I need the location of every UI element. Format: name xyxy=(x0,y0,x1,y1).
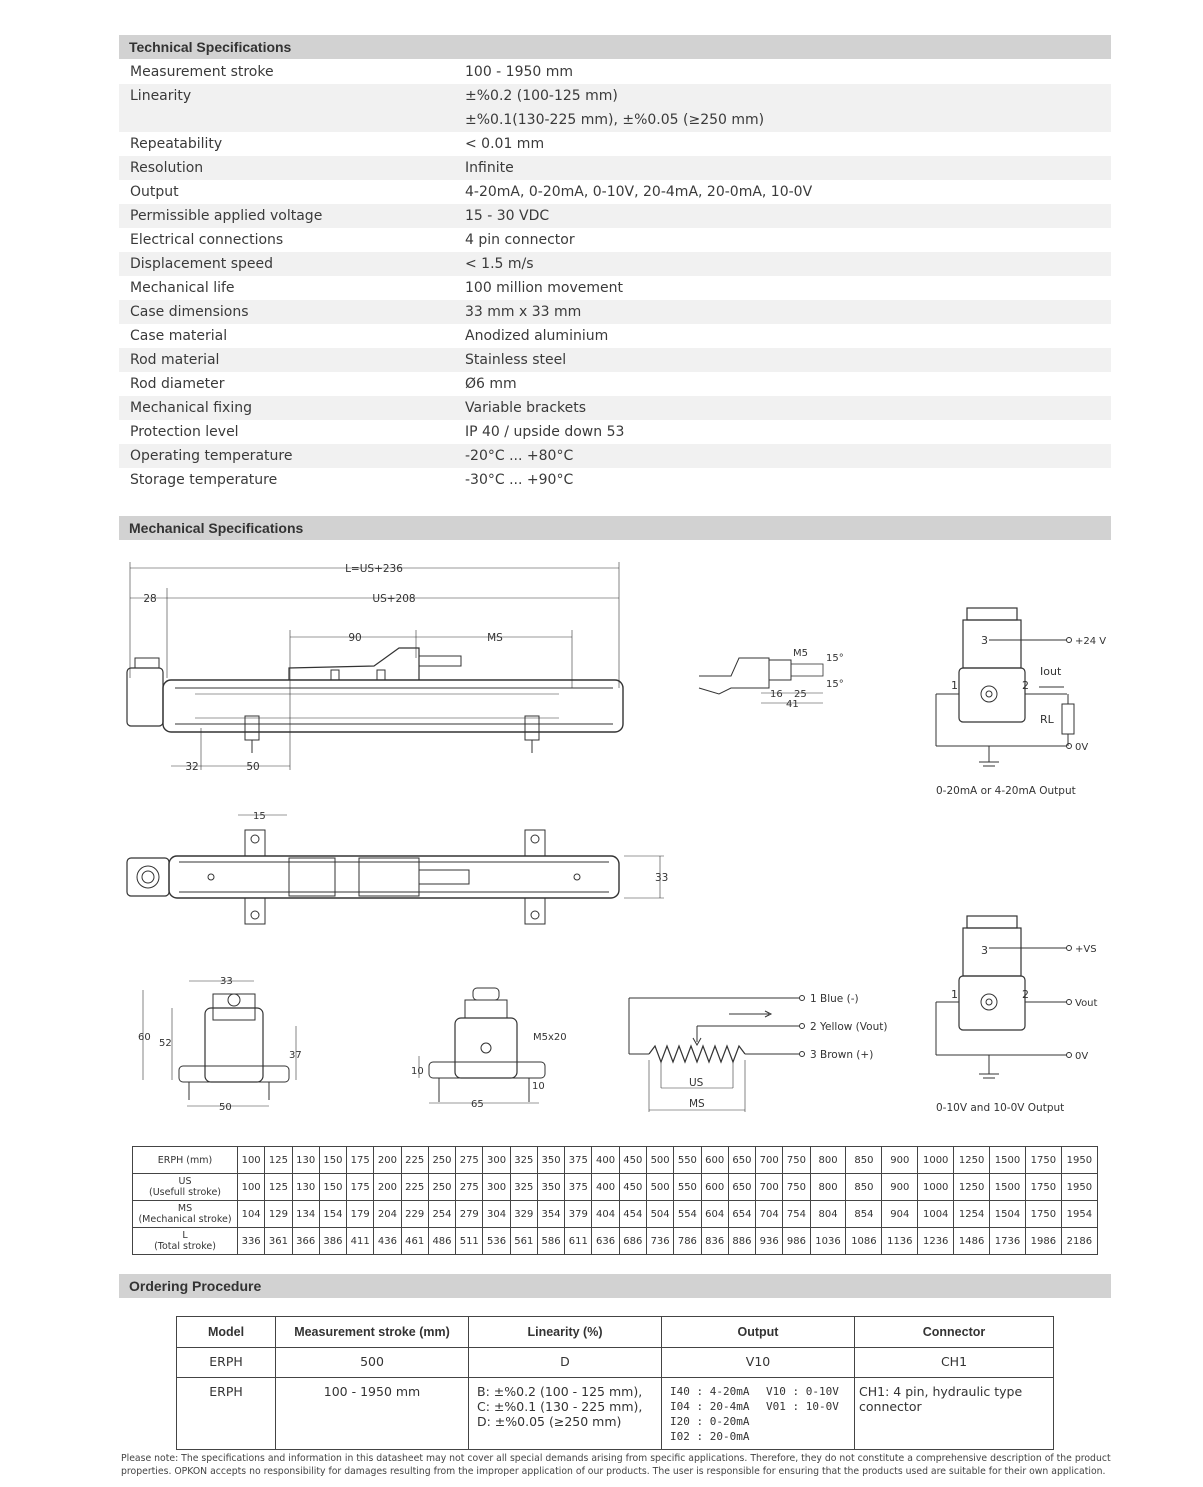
plus-24v-label: +24 V xyxy=(1075,636,1107,647)
pin-2-label-current: 2 xyxy=(1022,679,1029,692)
spec-value: -20°C ... +80°C xyxy=(465,448,574,464)
detail-angle-bottom: 15° xyxy=(826,679,844,690)
stroke-cell: 134 xyxy=(292,1201,319,1228)
dim-50-end: 50 xyxy=(219,1102,232,1113)
stroke-cell: 279 xyxy=(456,1201,483,1228)
example-connector: CH1 xyxy=(855,1348,1054,1378)
output-code xyxy=(766,1429,853,1444)
spec-label: Rod diameter xyxy=(130,376,225,392)
stroke-cell: 304 xyxy=(483,1201,510,1228)
dim-15: 15 xyxy=(253,811,266,822)
linearity-option: D: ±%0.05 (≥250 mm) xyxy=(477,1414,622,1429)
dim-10-left: 10 xyxy=(411,1066,424,1077)
stroke-row-header-line: ERPH (mm) xyxy=(157,1154,213,1166)
stroke-cell: 1250 xyxy=(954,1174,990,1201)
stroke-cell: 600 xyxy=(701,1147,728,1174)
dim-52: 52 xyxy=(159,1038,172,1049)
dim-60: 60 xyxy=(138,1032,151,1043)
stroke-cell: 361 xyxy=(265,1228,292,1255)
stroke-cell: 1136 xyxy=(882,1228,918,1255)
linearity-option: C: ±%0.1 (130 - 225 mm), xyxy=(477,1399,643,1414)
output-code: I02 : 20-0mA xyxy=(670,1430,750,1443)
spec-row xyxy=(119,396,1111,420)
stroke-row-header-line: (Usefull stroke) xyxy=(148,1187,221,1198)
output-code: V01 : 10-0V xyxy=(766,1400,839,1413)
stroke-cell: 354 xyxy=(537,1201,564,1228)
spec-value: 4-20mA, 0-20mA, 0-10V, 20-4mA, 20-0mA, 10-0V xyxy=(465,184,813,200)
stroke-cell: 225 xyxy=(401,1147,428,1174)
header-connector: Connector xyxy=(855,1317,1054,1348)
dim-28: 28 xyxy=(143,593,157,605)
stroke-cell: 1250 xyxy=(954,1147,990,1174)
stroke-cell: 900 xyxy=(882,1174,918,1201)
stroke-cell: 636 xyxy=(592,1228,619,1255)
ordering-options-row xyxy=(177,1378,1054,1450)
option-linearity xyxy=(469,1378,662,1450)
dim-ms: MS xyxy=(487,632,503,644)
spec-label: Rod material xyxy=(130,352,220,368)
dim-32: 32 xyxy=(185,761,199,773)
stroke-cell: 1950 xyxy=(1061,1147,1097,1174)
option-model: ERPH xyxy=(177,1378,276,1450)
spec-label: Electrical connections xyxy=(130,232,284,248)
spec-label xyxy=(119,108,465,132)
wire-yellow-label: 2 Yellow (Vout) xyxy=(810,1021,888,1033)
rod-end-detail-drawing xyxy=(699,648,844,710)
end-view-drawing xyxy=(138,976,302,1113)
dim-33-width: 33 xyxy=(220,976,233,987)
stroke-cell: 600 xyxy=(701,1174,728,1201)
caption-voltage-output: 0-10V and 10-0V Output xyxy=(936,1102,1065,1114)
stroke-cell: 900 xyxy=(882,1147,918,1174)
example-output: V10 xyxy=(662,1348,855,1378)
stroke-cell: 1954 xyxy=(1061,1201,1097,1228)
stroke-row-header xyxy=(133,1174,238,1201)
stroke-cell: 1486 xyxy=(954,1228,990,1255)
stroke-cell: 800 xyxy=(810,1174,846,1201)
stroke-cell: 1950 xyxy=(1061,1174,1097,1201)
stroke-cell: 886 xyxy=(728,1228,755,1255)
stroke-cell: 436 xyxy=(374,1228,401,1255)
dim-m5x20: M5x20 xyxy=(533,1032,567,1043)
side-view-drawing xyxy=(127,562,623,773)
stroke-cell: 586 xyxy=(537,1228,564,1255)
spec-value: 33 mm x 33 mm xyxy=(465,304,582,320)
stroke-cell: 504 xyxy=(646,1201,673,1228)
pot-ms-label: MS xyxy=(689,1098,705,1110)
spec-value: Infinite xyxy=(465,160,514,176)
spec-row xyxy=(119,228,1111,252)
spec-row xyxy=(119,348,1111,372)
dim-33-height: 33 xyxy=(655,872,669,884)
dim-10-right: 10 xyxy=(532,1081,545,1092)
technical-specs-heading: Technical Specifications xyxy=(119,35,1111,59)
spec-value: 100 million movement xyxy=(465,280,623,296)
stroke-cell: 400 xyxy=(592,1147,619,1174)
spec-value: ±%0.1(130-225 mm), ±%0.05 (≥250 mm) xyxy=(465,112,765,128)
stroke-row-header-line: MS xyxy=(177,1203,193,1214)
stroke-cell: 179 xyxy=(347,1201,374,1228)
spec-value: Variable brackets xyxy=(465,400,587,416)
rl-label: RL xyxy=(1040,713,1054,726)
stroke-cell: 1500 xyxy=(990,1174,1026,1201)
stroke-cell: 350 xyxy=(537,1147,564,1174)
stroke-cell: 229 xyxy=(401,1201,428,1228)
pin-1-label-voltage: 1 xyxy=(951,988,958,1001)
header-output: Output xyxy=(662,1317,855,1348)
stroke-cell: 1500 xyxy=(990,1147,1026,1174)
caption-current-output: 0-20mA or 4-20mA Output xyxy=(936,785,1076,797)
stroke-cell: 275 xyxy=(456,1147,483,1174)
stroke-cell: 904 xyxy=(882,1201,918,1228)
dim-90: 90 xyxy=(348,632,362,644)
stroke-cell: 154 xyxy=(319,1201,346,1228)
vout-label: Vout xyxy=(1075,998,1098,1009)
option-output xyxy=(662,1378,855,1450)
stroke-cell: 386 xyxy=(319,1228,346,1255)
stroke-cell: 986 xyxy=(783,1228,810,1255)
stroke-cell: 129 xyxy=(265,1201,292,1228)
detail-25: 25 xyxy=(794,689,807,700)
stroke-cell: 754 xyxy=(783,1201,810,1228)
stroke-cell: 1504 xyxy=(990,1201,1026,1228)
spec-value: IP 40 / upside down 53 xyxy=(465,424,625,440)
stroke-cell: 1036 xyxy=(810,1228,846,1255)
stroke-cell: 750 xyxy=(783,1147,810,1174)
pin-3-label-voltage: 3 xyxy=(981,944,988,957)
stroke-cell: 836 xyxy=(701,1228,728,1255)
stroke-cell: 550 xyxy=(674,1147,701,1174)
spec-row xyxy=(119,156,1111,180)
stroke-cell: 375 xyxy=(565,1174,592,1201)
stroke-cell: 554 xyxy=(674,1201,701,1228)
stroke-cell: 804 xyxy=(810,1201,846,1228)
spec-value: < 0.01 mm xyxy=(465,136,545,152)
stroke-cell: 450 xyxy=(619,1174,646,1201)
stroke-cell: 1000 xyxy=(918,1174,954,1201)
stroke-cell: 536 xyxy=(483,1228,510,1255)
stroke-cell: 150 xyxy=(319,1147,346,1174)
output-code: I40 : 4-20mA xyxy=(670,1385,750,1398)
spec-label: Case dimensions xyxy=(130,304,249,320)
stroke-row-header-line: L xyxy=(182,1230,188,1241)
voltage-output-wiring-diagram xyxy=(936,916,1098,1114)
stroke-row-header xyxy=(133,1228,238,1255)
stroke-cell: 461 xyxy=(401,1228,428,1255)
stroke-cell: 1750 xyxy=(1025,1201,1061,1228)
spec-row xyxy=(119,276,1111,300)
stroke-cell: 500 xyxy=(646,1174,673,1201)
ordering-table xyxy=(176,1316,1054,1450)
dim-us-208: US+208 xyxy=(372,593,416,605)
header-linearity: Linearity (%) xyxy=(469,1317,662,1348)
ordering-procedure-heading: Ordering Procedure xyxy=(119,1274,1111,1298)
detail-41: 41 xyxy=(786,699,799,710)
stroke-cell: 300 xyxy=(483,1174,510,1201)
stroke-cell: 450 xyxy=(619,1147,646,1174)
spec-value: 100 - 1950 mm xyxy=(465,64,574,80)
spec-row xyxy=(119,300,1111,324)
spec-value: Ø6 mm xyxy=(465,376,517,392)
stroke-cell: 1750 xyxy=(1025,1174,1061,1201)
spec-label: Repeatability xyxy=(130,136,223,152)
stroke-cell: 604 xyxy=(701,1201,728,1228)
detail-angle-top: 15° xyxy=(826,653,844,664)
stroke-cell: 936 xyxy=(756,1228,783,1255)
spec-row xyxy=(119,84,1111,108)
stroke-cell: 125 xyxy=(265,1174,292,1201)
stroke-cell: 800 xyxy=(810,1147,846,1174)
ordering-header-row xyxy=(177,1317,1054,1348)
mechanical-specs-heading: Mechanical Specifications xyxy=(119,516,1111,540)
spec-row xyxy=(119,132,1111,156)
stroke-cell: 125 xyxy=(265,1147,292,1174)
stroke-cell: 786 xyxy=(674,1228,701,1255)
ordering-example-row xyxy=(177,1348,1054,1378)
stroke-cell: 366 xyxy=(292,1228,319,1255)
stroke-cell: 300 xyxy=(483,1147,510,1174)
stroke-row-header-line: (Total stroke) xyxy=(154,1241,216,1252)
detail-16: 16 xyxy=(770,689,783,700)
stroke-cell: 400 xyxy=(592,1174,619,1201)
stroke-cell: 1986 xyxy=(1025,1228,1061,1255)
stroke-cell: 375 xyxy=(565,1147,592,1174)
output-code xyxy=(766,1414,853,1429)
stroke-cell: 275 xyxy=(456,1174,483,1201)
stroke-cell: 225 xyxy=(401,1174,428,1201)
spec-row xyxy=(119,252,1111,276)
stroke-cell: 561 xyxy=(510,1228,537,1255)
output-code: I20 : 0-20mA xyxy=(670,1415,750,1428)
stroke-cell: 700 xyxy=(756,1147,783,1174)
header-measurement-stroke: Measurement stroke (mm) xyxy=(276,1317,469,1348)
stroke-cell: 700 xyxy=(756,1174,783,1201)
plus-vs-label: +VS xyxy=(1075,944,1097,955)
spec-label: Operating temperature xyxy=(130,448,293,464)
stroke-cell: 250 xyxy=(428,1174,455,1201)
linearity-option: B: ±%0.2 (100 - 125 mm), xyxy=(477,1384,643,1399)
stroke-cell: 104 xyxy=(238,1201,265,1228)
spec-value: Stainless steel xyxy=(465,352,567,368)
dim-50: 50 xyxy=(246,761,260,773)
stroke-cell: 850 xyxy=(846,1174,882,1201)
output-code: V10 : 0-10V xyxy=(766,1385,839,1398)
stroke-cell: 350 xyxy=(537,1174,564,1201)
option-stroke: 100 - 1950 mm xyxy=(276,1378,469,1450)
stroke-cell: 200 xyxy=(374,1174,401,1201)
stroke-cell: 100 xyxy=(238,1174,265,1201)
end-view-bracket-drawing xyxy=(411,988,567,1110)
spec-value: 4 pin connector xyxy=(465,232,575,248)
disclaimer-note: Please note: The specifications and information in this datasheet may not cover all special demands arising from specific applications. Therefore, they do not constitute a comprehensive description of the product properties. OPKON accepts no responsibility for damages resulting from the improper application of our products. The user is responsible for ensuring that the products used are suitable for their own application. xyxy=(121,1453,1111,1477)
spec-label: Linearity xyxy=(130,88,192,104)
spec-label: Case material xyxy=(130,328,228,344)
stroke-cell: 654 xyxy=(728,1201,755,1228)
stroke-cell: 1750 xyxy=(1025,1147,1061,1174)
example-stroke: 500 xyxy=(276,1348,469,1378)
spec-label: Storage temperature xyxy=(130,472,278,488)
stroke-cell: 411 xyxy=(347,1228,374,1255)
option-connector: CH1: 4 pin, hydraulic type connector xyxy=(855,1378,1054,1450)
stroke-cell: 650 xyxy=(728,1147,755,1174)
spec-row xyxy=(119,468,1111,492)
stroke-table-row xyxy=(133,1147,1098,1174)
spec-value: ±%0.2 (100-125 mm) xyxy=(465,88,618,104)
stroke-cell: 254 xyxy=(428,1201,455,1228)
stroke-row-header-line: (Mechanical stroke) xyxy=(138,1214,232,1225)
header-model: Model xyxy=(177,1317,276,1348)
spec-value: -30°C ... +90°C xyxy=(465,472,574,488)
stroke-cell: 611 xyxy=(565,1228,592,1255)
spec-value: 15 - 30 VDC xyxy=(465,208,550,224)
dim-37: 37 xyxy=(289,1050,302,1061)
stroke-cell: 550 xyxy=(674,1174,701,1201)
stroke-cell: 325 xyxy=(510,1174,537,1201)
pin-1-label-current: 1 xyxy=(951,679,958,692)
stroke-cell: 2186 xyxy=(1061,1228,1097,1255)
stroke-length-table xyxy=(132,1146,1098,1255)
spec-row xyxy=(119,204,1111,228)
spec-label: Displacement speed xyxy=(130,256,273,272)
spec-row xyxy=(119,180,1111,204)
spec-row xyxy=(119,108,1111,132)
spec-label: Protection level xyxy=(130,424,239,440)
stroke-cell: 175 xyxy=(347,1174,374,1201)
stroke-cell: 200 xyxy=(374,1147,401,1174)
stroke-cell: 1000 xyxy=(918,1147,954,1174)
stroke-cell: 1086 xyxy=(846,1228,882,1255)
stroke-cell: 486 xyxy=(428,1228,455,1255)
pot-us-label: US xyxy=(689,1077,704,1089)
spec-value: < 1.5 m/s xyxy=(465,256,534,272)
dim-total-length: L=US+236 xyxy=(345,563,403,575)
spec-label: Measurement stroke xyxy=(130,64,274,80)
stroke-cell: 854 xyxy=(846,1201,882,1228)
spec-row xyxy=(119,444,1111,468)
spec-value: Anodized aluminium xyxy=(465,328,609,344)
stroke-table-row xyxy=(133,1174,1098,1201)
stroke-row-header xyxy=(133,1147,238,1174)
stroke-cell: 686 xyxy=(619,1228,646,1255)
current-output-wiring-diagram xyxy=(936,608,1106,797)
spec-label: Permissible applied voltage xyxy=(130,208,323,224)
stroke-cell: 150 xyxy=(319,1174,346,1201)
stroke-row-header xyxy=(133,1201,238,1228)
stroke-cell: 250 xyxy=(428,1147,455,1174)
spec-row xyxy=(119,420,1111,444)
spec-label: Output xyxy=(130,184,179,200)
stroke-cell: 500 xyxy=(646,1147,673,1174)
pin-2-label-voltage: 2 xyxy=(1022,988,1029,1001)
spec-row xyxy=(119,60,1111,84)
spec-row xyxy=(119,372,1111,396)
stroke-cell: 100 xyxy=(238,1147,265,1174)
iout-label: Iout xyxy=(1040,665,1062,678)
stroke-cell: 511 xyxy=(456,1228,483,1255)
example-model: ERPH xyxy=(177,1348,276,1378)
stroke-cell: 130 xyxy=(292,1147,319,1174)
stroke-row-header-line: US xyxy=(178,1176,192,1187)
stroke-cell: 1254 xyxy=(954,1201,990,1228)
stroke-cell: 336 xyxy=(238,1228,265,1255)
technical-specs-table xyxy=(119,60,1111,492)
top-view-drawing xyxy=(127,811,668,924)
spec-row xyxy=(119,324,1111,348)
stroke-cell: 736 xyxy=(646,1228,673,1255)
wire-blue-label: 1 Blue (-) xyxy=(810,993,859,1005)
zero-v-label-voltage: 0V xyxy=(1075,1051,1089,1062)
stroke-cell: 1236 xyxy=(918,1228,954,1255)
stroke-cell: 650 xyxy=(728,1174,755,1201)
stroke-cell: 325 xyxy=(510,1147,537,1174)
stroke-cell: 1004 xyxy=(918,1201,954,1228)
spec-label: Resolution xyxy=(130,160,204,176)
zero-v-label-current: 0V xyxy=(1075,742,1089,753)
stroke-cell: 379 xyxy=(565,1201,592,1228)
dim-65: 65 xyxy=(471,1099,484,1110)
stroke-cell: 130 xyxy=(292,1174,319,1201)
stroke-cell: 204 xyxy=(374,1201,401,1228)
stroke-table-row xyxy=(133,1228,1098,1255)
output-code: I04 : 20-4mA xyxy=(670,1400,750,1413)
stroke-cell: 1736 xyxy=(990,1228,1026,1255)
spec-label: Mechanical life xyxy=(130,280,235,296)
potentiometer-schematic xyxy=(629,993,887,1112)
stroke-cell: 850 xyxy=(846,1147,882,1174)
wire-brown-label: 3 Brown (+) xyxy=(810,1049,874,1061)
pin-3-label-current: 3 xyxy=(981,634,988,647)
stroke-cell: 175 xyxy=(347,1147,374,1174)
stroke-cell: 750 xyxy=(783,1174,810,1201)
stroke-cell: 329 xyxy=(510,1201,537,1228)
example-linearity: D xyxy=(469,1348,662,1378)
stroke-cell: 704 xyxy=(756,1201,783,1228)
detail-m5: M5 xyxy=(793,648,808,659)
stroke-table-row xyxy=(133,1201,1098,1228)
mechanical-drawing xyxy=(119,548,1111,1128)
stroke-cell: 404 xyxy=(592,1201,619,1228)
spec-label: Mechanical fixing xyxy=(130,400,252,416)
stroke-cell: 454 xyxy=(619,1201,646,1228)
